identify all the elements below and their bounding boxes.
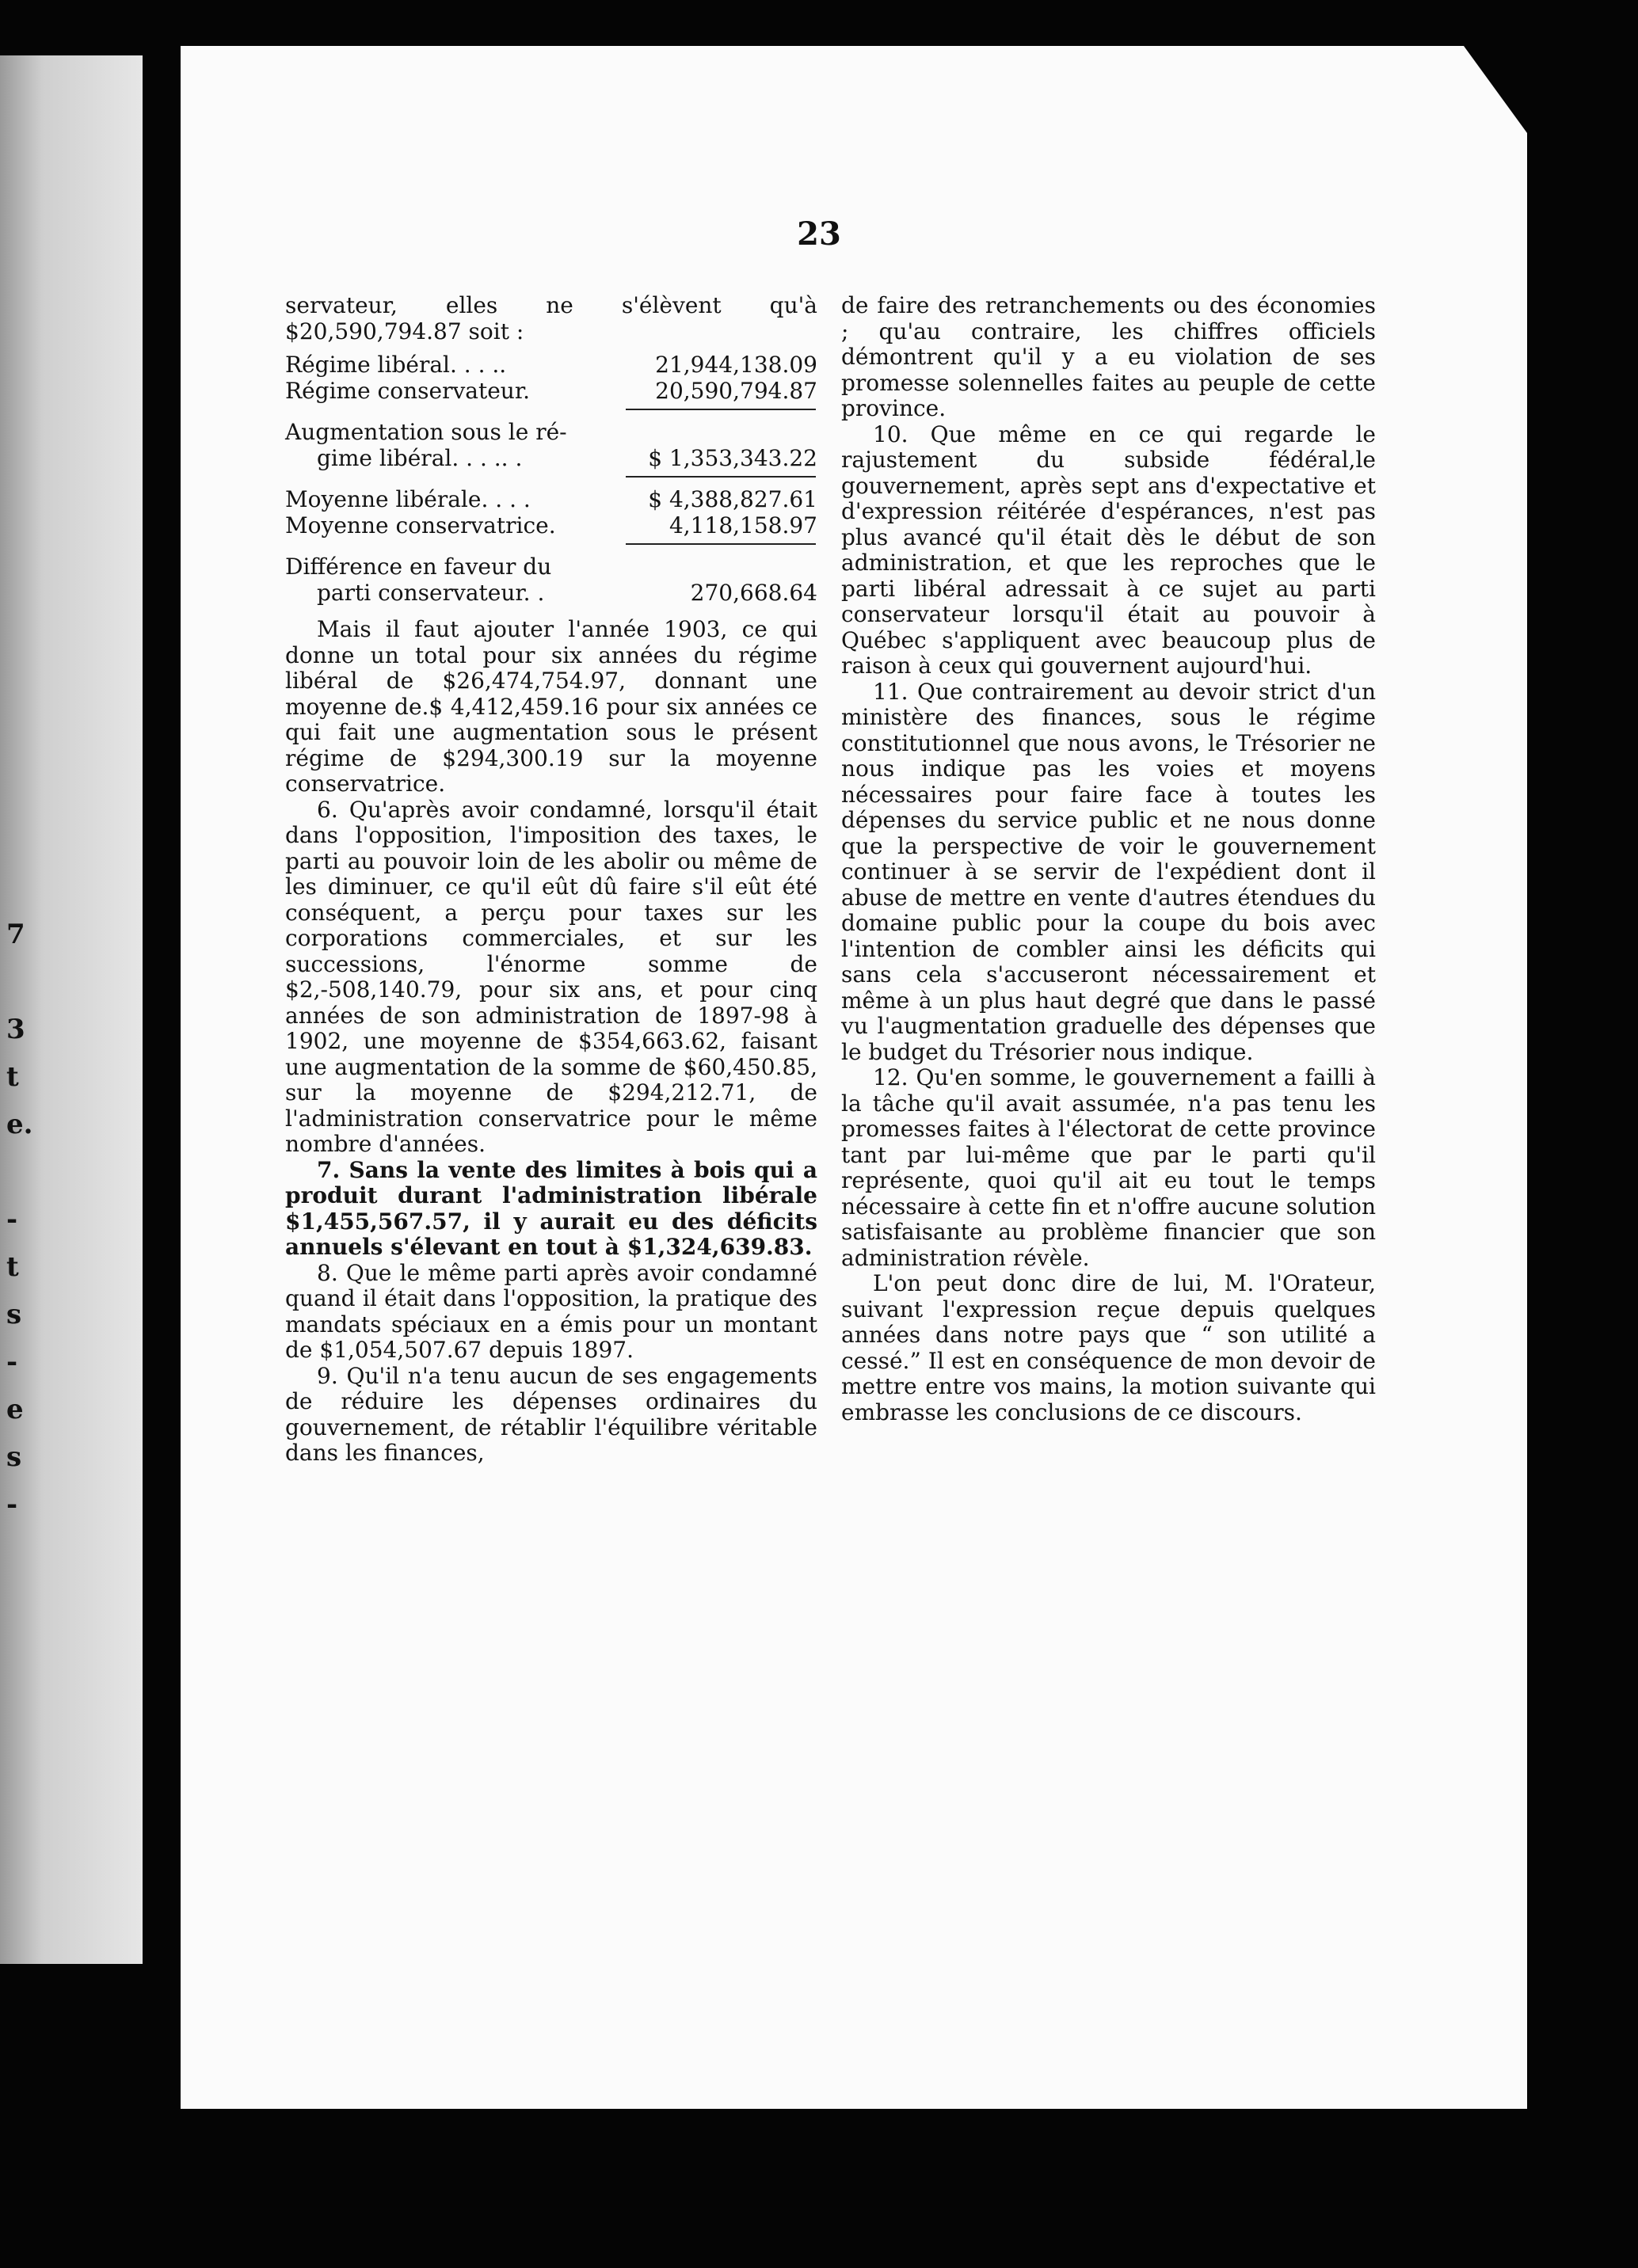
right-column [841,293,1376,1425]
difference-entry [285,554,817,606]
ledger-label: Moyenne libérale. . . . [285,486,531,512]
ledger-row-regime-conservateur [285,379,817,405]
paragraph-item-9-continued: de faire des retranchements ou des économies ; qu'au contraire, les chiffres officiels démontrent qu'il y a eu violation de ses promesse solennelles faites au peuple de cette province. [841,292,1376,421]
ledger-value: 4,118,158.97 [669,512,817,538]
paragraph-item-7: 7. Sans la vente des limites à bois qui a produit durant l'administration libérale $1,455,567.57, il y aurait eu des déficits annuels s'élevant en tout à $1,324,639.83. [285,1156,817,1260]
augmentation-label: Augmentation sous le ré- [285,419,567,445]
page-number: 23 [797,215,841,253]
ledger-row-difference [285,580,817,607]
ledger-rule [626,409,816,410]
ledger-row-augmentation [285,446,817,472]
intro-text: servateur, elles ne s'élèvent qu'à $20,590,794.87 soit : [285,292,817,344]
paragraph-conclusion: L'on peut donc dire de lui, M. l'Orateur, suivant l'expression reçue depuis quelques années dans notre pays que “ son utilité a cessé.” Il est en conséquence de mon devoir de mettre entre vos mains, la motion suivante qui embrasse les conclusions de ce discours. [841,1270,1376,1425]
ledger-row-moyenne-conservatrice [285,513,817,539]
ledger-value: $ 4,388,827.61 [648,486,817,512]
paragraph-item-6: 6. Qu'après avoir condamné, lorsqu'il était dans l'opposition, l'imposition des taxes, le parti au pouvoir loin de les abolir ou même de les diminuer, ce qu'il eût dû faire s'il eût été conséquent, a perçu pour taxes sur les corporations commerciales, et sur les successions, l'énorme somme de $2,-508,140.79, pour six ans, et pour cinq années de son administration de 1897-98 à 1902, une moyenne de $354,663.62, faisant une augmentation de la somme de $60,450.85, sur la moyenne de $294,212.71, de l'administration conservatrice pour le même nombre d'années. [285,796,817,1157]
paragraph-item-9: 9. Qu'il n'a tenu aucun de ses engagements de réduire les dépenses ordinaires du gouvernement, de rétablir l'équilibre véritable dans les finances, [285,1362,817,1466]
ledger-label: gime libéral. . . .. . [317,444,523,471]
ledger-row-moyenne-liberale [285,487,817,513]
ledger-value: 21,944,138.09 [655,352,817,378]
paragraph-item-11: 11. Que contrairement au devoir strict d'un ministère des finances, sous le régime constitutionnel que nous avons, le Trésorier ne nous indique pas les voies et moyens nécessaires pour faire face à toutes les dépenses du service public et ne nous donne que la perspective de voir le gouvernement continuer à se servir de l'expédient dont il abuse de mettre en vente d'autres étendues du domaine public pour la coupe du bois avec l'intention de combler ainsi les déficits qui sans cela s'accuseront nécessairement et même à un plus haut degré que dans le passé vu l'augmentation graduelle des dépenses que le budget du Trésorier nous indique. [841,678,1376,1065]
augmentation-entry [285,420,817,471]
ledger-value: 20,590,794.87 [655,377,817,404]
ledger-value: $ 1,353,343.22 [648,444,817,471]
ledger-value: 270,668.64 [690,579,817,606]
ledger-row-regime-liberal [285,352,817,379]
difference-label: Différence en faveur du [285,554,552,580]
paragraph-annee-1903: Mais il faut ajouter l'année 1903, ce qui donne un total pour six années du régime libéral de $26,474,754.97, donnant une moyenne de.$ 4,412,459.16 pour six années ce qui fait une augmentation sous le présent régime de $294,300.19 sur la moyenne conservatrice. [285,616,817,797]
paragraph-item-8: 8. Que le même parti après avoir condamné quand il était dans l'opposition, la pratique des mandats spéciaux en a émis pour un montant de $1,054,507.67 depuis 1897. [285,1259,817,1363]
paragraph-item-10: 10. Que même en ce qui regarde le rajustement du subside fédéral,le gouvernement, après sept ans d'expectative et d'expression réitérée d'espérances, n'est pas plus avancé qu'il était dès le début de son administration, et que les reproches que le parti libéral adressait à ce sujet au parti conservateur lorsqu'il était au pouvoir à Québec s'appliquent avec beaucoup plus de raison à ceux qui gouvernent aujourd'hui. [841,420,1376,679]
ledger-rule [626,476,816,478]
paragraph-item-12: 12. Qu'en somme, le gouvernement a failli à la tâche qu'il avait assumée, n'a pas tenu les promesses faites à l'électorat de cette province tant par lui-même que par le parti qu'il représente, quoi qu'il ait eu tout le temps nécessaire à cette fin et n'offre aucune solution satisfaisante au problème financier que son administration révèle. [841,1064,1376,1271]
adjacent-page-text-fragments: 7 3 t e. - t s - e s - [6,919,33,1520]
ledger-label: parti conservateur. . [317,579,545,606]
ledger-rule [626,543,816,545]
moyenne-ledger [285,487,817,538]
ledger-label: Régime conservateur. [285,377,531,404]
left-column [285,293,817,1467]
ledger-label: Régime libéral. . . .. [285,352,507,378]
ledger-label: Moyenne conservatrice. [285,512,556,538]
regime-ledger [285,352,817,404]
